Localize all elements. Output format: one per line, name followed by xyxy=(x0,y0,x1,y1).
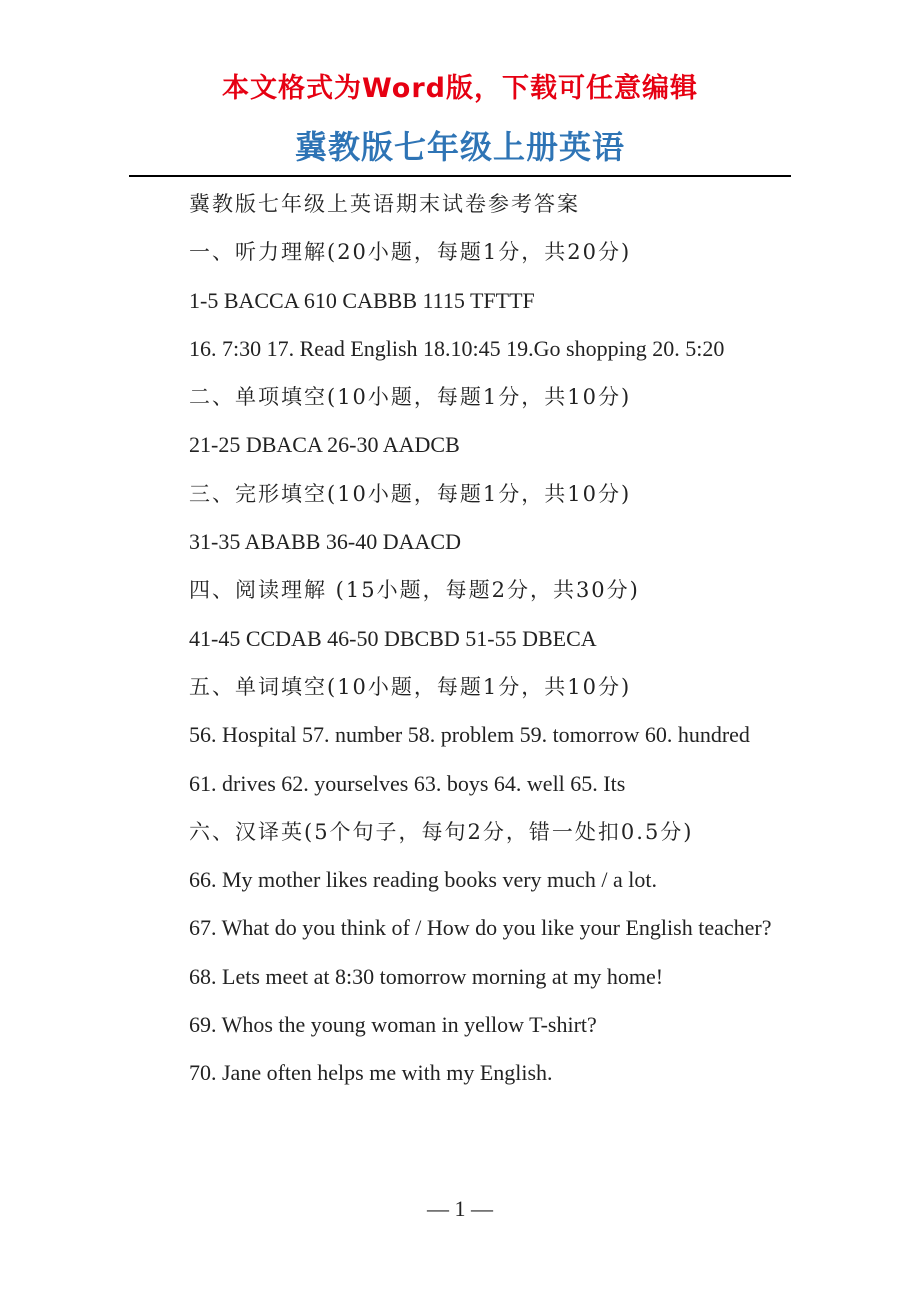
section-heading-translation: 六、汉译英(5个句子，每句2分，错一处扣0.5分) xyxy=(189,819,694,844)
document-body xyxy=(139,180,781,1098)
answer-line: 1-5 BACCA 610 CABBB 1115 TFTTF xyxy=(189,287,535,313)
answer-line: 56. Hospital 57. number 58. problem 59. tomorrow 60. hundred xyxy=(189,722,750,748)
answer-line: 68. Lets meet at 8:30 tomorrow morning at my home! xyxy=(189,963,664,989)
answer-line: 69. Whos the young woman in yellow T-shirt? xyxy=(189,1012,597,1038)
section-heading-cloze: 三、完形填空(10小题，每题1分，共10分) xyxy=(189,481,632,506)
answer-line: 67. What do you think of / How do you like your English teacher? xyxy=(189,915,772,941)
answer-line: 41-45 CCDAB 46-50 DBCBD 51-55 DBECA xyxy=(189,625,597,651)
page-number: — 1 — xyxy=(427,1196,493,1221)
answer-line: 21-25 DBACA 26-30 AADCB xyxy=(189,432,460,458)
answer-line: 61. drives 62. yourselves 63. boys 64. well 65. Its xyxy=(189,770,626,796)
section-heading-word-fill: 五、单词填空(10小题，每题1分，共10分) xyxy=(189,674,632,699)
answer-line: 66. My mother likes reading books very much / a lot. xyxy=(189,867,658,893)
download-banner: 本文格式为Word版，下载可任意编辑 xyxy=(221,73,698,104)
title-divider xyxy=(129,175,791,177)
section-heading-single-choice: 二、单项填空(10小题，每题1分，共10分) xyxy=(189,385,632,410)
answer-line: 70. Jane often helps me with my English. xyxy=(189,1060,553,1086)
document-title: 冀教版七年级上册英语 xyxy=(294,128,625,166)
answer-line: 16. 7:30 17. Read English 18.10:45 19.Go shopping 20. 5:20 xyxy=(189,335,725,361)
answer-line: 31-35 ABABB 36-40 DAACD xyxy=(189,529,461,555)
section-heading-reading: 四、阅读理解 (15小题，每题2分，共30分) xyxy=(189,578,640,603)
section-heading-listening: 一、听力理解(20小题，每题1分，共20分) xyxy=(189,240,632,265)
answer-key-heading: 冀教版七年级上英语期末试卷参考答案 xyxy=(189,192,580,216)
